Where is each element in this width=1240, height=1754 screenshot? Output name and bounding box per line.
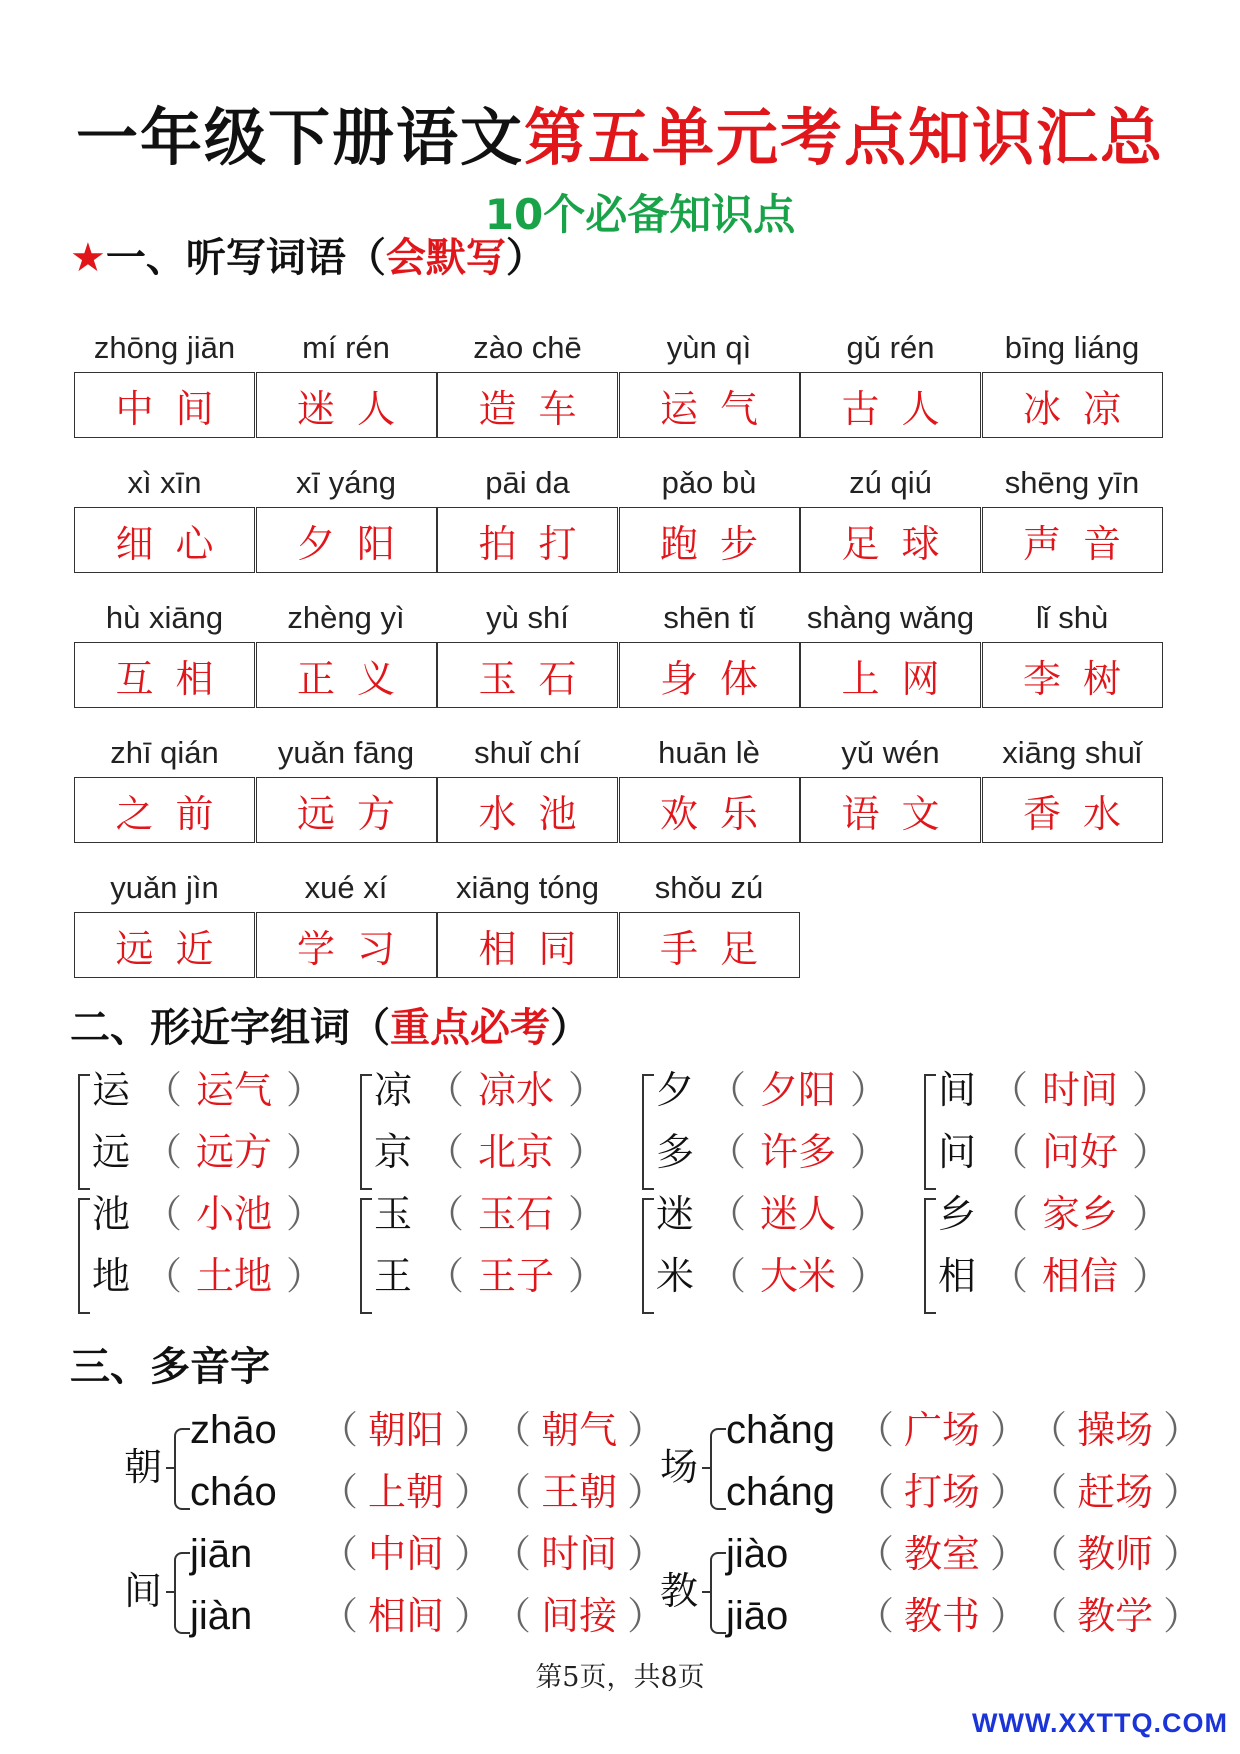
- pair-line: [92, 1184, 338, 1244]
- answer-word: 远方: [196, 1130, 273, 1174]
- close-paren: ）: [1163, 1470, 1202, 1514]
- polyphone-char: 教: [660, 1569, 699, 1613]
- open-paren: （: [856, 1532, 895, 1576]
- reading-pinyin: jiào: [726, 1532, 789, 1576]
- section-2-highlight: 重点必考: [390, 1005, 550, 1051]
- char: 多: [656, 1130, 695, 1174]
- word-box: 水池: [437, 777, 618, 843]
- char-pair: [638, 1184, 908, 1324]
- dictation-row: [74, 600, 1164, 735]
- answer-word: 操场: [1077, 1408, 1154, 1452]
- close-paren: ）: [1163, 1594, 1202, 1638]
- word-box: 欢乐: [619, 777, 800, 843]
- pair-line: [656, 1122, 902, 1182]
- bracket-icon: [360, 1074, 372, 1190]
- answer-word: 打场: [904, 1470, 981, 1514]
- word-box: 相同: [437, 912, 618, 978]
- answer-word: 教师: [1077, 1532, 1154, 1576]
- close-paren: ）: [1132, 1130, 1171, 1174]
- char: 京: [374, 1130, 413, 1174]
- pinyin-label: pǎo bù: [661, 465, 757, 500]
- answer-word: 家乡: [1042, 1192, 1119, 1236]
- open-paren: （: [1048, 1408, 1068, 1452]
- close-paren: ）: [850, 1254, 889, 1298]
- answer-word: 相信: [1042, 1254, 1119, 1298]
- close-paren: ）: [1163, 1532, 1202, 1576]
- word-box: 迷人: [256, 372, 437, 438]
- pair-line: [92, 1122, 338, 1182]
- bracket-icon: [78, 1198, 90, 1314]
- word-box: 细心: [74, 507, 255, 573]
- section-1-highlight: 会默写: [385, 235, 506, 281]
- char: 运: [92, 1068, 131, 1112]
- close-paren: ）: [850, 1192, 889, 1236]
- close-paren: ）: [454, 1594, 493, 1638]
- page-number: 第5页，共8页: [535, 1662, 705, 1693]
- reading-row: [190, 1582, 675, 1650]
- open-paren: （: [426, 1068, 465, 1112]
- pair-line: [938, 1246, 1184, 1306]
- reading-row: [726, 1458, 1211, 1526]
- close-paren: ）: [286, 1254, 325, 1298]
- answer-word: 夕阳: [760, 1068, 837, 1112]
- answer-word: 问好: [1042, 1130, 1119, 1174]
- open-paren: （: [990, 1068, 1029, 1112]
- reading-row: [190, 1520, 675, 1588]
- pinyin-label: shuǐ chí: [474, 735, 581, 770]
- pinyin-label: shǒu zú: [654, 870, 764, 905]
- open-paren: （: [426, 1130, 465, 1174]
- close-paren: ）: [627, 1594, 666, 1638]
- close-paren: ）: [990, 1470, 1029, 1514]
- reading-pinyin: cháng: [726, 1470, 835, 1514]
- answer-word: 土地: [196, 1254, 273, 1298]
- pair-line: [92, 1060, 338, 1120]
- answer-word: 小池: [196, 1192, 273, 1236]
- char: 乡: [938, 1192, 977, 1236]
- dictation-grid: [74, 330, 1164, 1005]
- pair-line: [374, 1060, 620, 1120]
- open-paren: （: [708, 1130, 747, 1174]
- reading-row: [190, 1458, 675, 1526]
- close-paren: ）: [286, 1192, 325, 1236]
- open-paren: （: [1048, 1470, 1068, 1514]
- polyphone-group: [660, 1400, 1220, 1540]
- close-paren: ）: [454, 1408, 493, 1452]
- pinyin-label: mí rén: [302, 330, 390, 365]
- open-paren: （: [990, 1254, 1029, 1298]
- pair-line: [656, 1246, 902, 1306]
- pinyin-label: zhī qián: [110, 735, 219, 770]
- section-3-heading: 三、多音字: [70, 1344, 270, 1390]
- open-paren: （: [144, 1254, 183, 1298]
- close-paren: ）: [286, 1068, 325, 1112]
- open-paren: （: [1048, 1594, 1068, 1638]
- section-2-title: 二、形近字组词（: [70, 1005, 390, 1051]
- word-box: 跑步: [619, 507, 800, 573]
- answer-word: 迷人: [760, 1192, 837, 1236]
- char: 凉: [374, 1068, 413, 1112]
- open-paren: （: [320, 1470, 359, 1514]
- open-paren: （: [856, 1470, 895, 1514]
- answer-word: 王朝: [541, 1470, 618, 1514]
- pinyin-label: lǐ shù: [1035, 600, 1109, 635]
- answer-word: 时间: [1042, 1068, 1119, 1112]
- pair-line: [656, 1060, 902, 1120]
- reading-pinyin: zhāo: [190, 1408, 277, 1452]
- char: 地: [92, 1254, 131, 1298]
- open-paren: （: [144, 1192, 183, 1236]
- answer-word: 大米: [760, 1254, 837, 1298]
- pair-line: [938, 1122, 1184, 1182]
- close-paren: ）: [286, 1130, 325, 1174]
- bracket-icon: [924, 1198, 936, 1314]
- word-box: 运气: [619, 372, 800, 438]
- close-paren: ）: [627, 1408, 666, 1452]
- close-paren: ）: [1132, 1254, 1171, 1298]
- dictation-row: [74, 870, 1164, 1005]
- pinyin-label: xué xí: [304, 870, 388, 905]
- reading-pinyin: jiàn: [190, 1594, 253, 1638]
- answer-word: 运气: [196, 1068, 273, 1112]
- answer-word: 时间: [541, 1532, 618, 1576]
- section-2-close: ）: [550, 1005, 590, 1051]
- open-paren: （: [990, 1130, 1029, 1174]
- pinyin-label: xī yáng: [296, 465, 396, 500]
- pair-line: [374, 1122, 620, 1182]
- pinyin-label: shàng wǎng: [806, 600, 975, 635]
- pinyin-label: yùn qì: [666, 330, 752, 365]
- close-paren: ）: [850, 1130, 889, 1174]
- char-pair: [356, 1184, 626, 1324]
- close-paren: ）: [990, 1408, 1029, 1452]
- reading-row: [726, 1396, 1211, 1464]
- pinyin-label: shēng yīn: [1004, 465, 1140, 500]
- answer-word: 朝阳: [368, 1408, 445, 1452]
- reading-row: [726, 1582, 1211, 1650]
- bracket-icon: [78, 1074, 90, 1190]
- reading-row: [190, 1396, 675, 1464]
- bracket-icon: [174, 1552, 190, 1634]
- reading-row: [726, 1520, 1211, 1588]
- char-pair: [356, 1060, 626, 1200]
- open-paren: （: [426, 1254, 465, 1298]
- char: 夕: [656, 1068, 695, 1112]
- answer-word: 教书: [904, 1594, 981, 1638]
- pinyin-label: shēn tǐ: [663, 600, 755, 635]
- answer-word: 玉石: [478, 1192, 555, 1236]
- polyphone-group: [124, 1524, 684, 1664]
- word-box: 声音: [982, 507, 1163, 573]
- close-paren: ）: [454, 1470, 493, 1514]
- section-1-close: ）: [505, 235, 546, 281]
- bracket-icon: [360, 1198, 372, 1314]
- open-paren: （: [512, 1594, 532, 1638]
- pinyin-label: xiāng tóng: [455, 870, 600, 905]
- open-paren: （: [708, 1192, 747, 1236]
- polyphone-group: [124, 1400, 684, 1540]
- open-paren: （: [1048, 1532, 1068, 1576]
- answer-word: 教室: [904, 1532, 981, 1576]
- dictation-row: [74, 735, 1164, 870]
- char-pair: [638, 1060, 908, 1200]
- pinyin-label: zào chē: [473, 330, 582, 365]
- char-pair: [74, 1184, 344, 1324]
- word-box: 中间: [74, 372, 255, 438]
- pair-line: [938, 1184, 1184, 1244]
- close-paren: ）: [990, 1532, 1029, 1576]
- reading-pinyin: jiān: [190, 1532, 253, 1576]
- bracket-icon: [710, 1552, 726, 1634]
- polyphone-char: 场: [660, 1445, 699, 1489]
- open-paren: （: [426, 1192, 465, 1236]
- polyphone-char: 朝: [124, 1445, 163, 1489]
- pinyin-label: bīng liáng: [1004, 330, 1140, 365]
- word-box: 夕阳: [256, 507, 437, 573]
- section-2-heading: [70, 996, 590, 1053]
- word-box: 足球: [800, 507, 981, 573]
- close-paren: ）: [568, 1192, 607, 1236]
- open-paren: （: [144, 1130, 183, 1174]
- bracket-icon: [710, 1428, 726, 1510]
- answer-word: 上朝: [368, 1470, 445, 1514]
- word-box: 造车: [437, 372, 618, 438]
- open-paren: （: [512, 1470, 532, 1514]
- pinyin-label: gǔ rén: [846, 330, 935, 365]
- char: 池: [92, 1192, 131, 1236]
- page-title: [0, 88, 1240, 177]
- answer-word: 王子: [478, 1254, 555, 1298]
- bracket-icon: [174, 1428, 190, 1510]
- pair-line: [92, 1246, 338, 1306]
- pinyin-label: pāi da: [485, 465, 570, 500]
- dictation-row: [74, 330, 1164, 465]
- bracket-icon: [642, 1198, 654, 1314]
- word-box: 远近: [74, 912, 255, 978]
- word-box: 玉石: [437, 642, 618, 708]
- bracket-icon: [642, 1074, 654, 1190]
- page-subtitle: 10个必备知识点: [484, 190, 796, 239]
- open-paren: （: [512, 1532, 532, 1576]
- pinyin-label: yù shí: [486, 600, 569, 635]
- char: 间: [938, 1068, 977, 1112]
- answer-word: 教学: [1077, 1594, 1154, 1638]
- section-1-title: 一、听写词语（: [105, 235, 386, 281]
- close-paren: ）: [1132, 1192, 1171, 1236]
- answer-word: 广场: [904, 1408, 981, 1452]
- pinyin-label: zhōng jiān: [93, 330, 236, 365]
- dictation-row: [74, 465, 1164, 600]
- close-paren: ）: [568, 1130, 607, 1174]
- reading-pinyin: cháo: [190, 1470, 277, 1514]
- pinyin-label: yuǎn fāng: [277, 735, 415, 770]
- reading-pinyin: chǎng: [726, 1408, 835, 1452]
- char: 迷: [656, 1192, 695, 1236]
- open-paren: （: [990, 1192, 1029, 1236]
- open-paren: （: [708, 1068, 747, 1112]
- word-box: 远方: [256, 777, 437, 843]
- pinyin-label: xì xīn: [127, 465, 202, 500]
- answer-word: 赶场: [1077, 1470, 1154, 1514]
- word-box: 香水: [982, 777, 1163, 843]
- word-box: 互相: [74, 642, 255, 708]
- close-paren: ）: [627, 1532, 666, 1576]
- pair-line: [374, 1184, 620, 1244]
- char: 相: [938, 1254, 977, 1298]
- char: 玉: [374, 1192, 413, 1236]
- char-pair: [74, 1060, 344, 1200]
- title-red-part: 第五单元考点知识汇总: [524, 101, 1165, 174]
- char: 米: [656, 1254, 695, 1298]
- char-pair: [920, 1060, 1190, 1200]
- open-paren: （: [512, 1408, 532, 1452]
- close-paren: ）: [454, 1532, 493, 1576]
- word-box: 古人: [800, 372, 981, 438]
- close-paren: ）: [568, 1068, 607, 1112]
- word-box: 学习: [256, 912, 437, 978]
- star-icon: ★: [70, 235, 106, 281]
- answer-word: 间接: [541, 1594, 618, 1638]
- word-box: 正义: [256, 642, 437, 708]
- word-box: 李树: [982, 642, 1163, 708]
- section-1-heading: [70, 226, 546, 283]
- open-paren: （: [320, 1408, 359, 1452]
- close-paren: ）: [990, 1594, 1029, 1638]
- word-box: 拍打: [437, 507, 618, 573]
- title-black-part: 一年级下册语文: [75, 101, 524, 174]
- answer-word: 中间: [368, 1532, 445, 1576]
- pinyin-label: hù xiāng: [105, 600, 224, 635]
- answer-word: 朝气: [541, 1408, 618, 1452]
- close-paren: ）: [1132, 1068, 1171, 1112]
- word-box: 上网: [800, 642, 981, 708]
- pair-line: [938, 1060, 1184, 1120]
- answer-word: 凉水: [478, 1068, 555, 1112]
- answer-word: 许多: [760, 1130, 837, 1174]
- open-paren: （: [708, 1254, 747, 1298]
- close-paren: ）: [1163, 1408, 1202, 1452]
- pinyin-label: huān lè: [658, 735, 760, 770]
- pinyin-label: zú qiú: [849, 465, 932, 500]
- pair-line: [656, 1184, 902, 1244]
- watermark-logo: WWW.XXTTQ.COM: [972, 1708, 1228, 1738]
- open-paren: （: [144, 1068, 183, 1112]
- pair-line: [374, 1246, 620, 1306]
- char-pair: [920, 1184, 1190, 1324]
- word-box: 冰凉: [982, 372, 1163, 438]
- answer-word: 北京: [478, 1130, 555, 1174]
- open-paren: （: [856, 1408, 895, 1452]
- pinyin-label: zhèng yì: [287, 600, 405, 635]
- pinyin-label: yǔ wén: [841, 735, 940, 770]
- close-paren: ）: [850, 1068, 889, 1112]
- char: 王: [374, 1254, 413, 1298]
- open-paren: （: [320, 1594, 359, 1638]
- polyphone-char: 间: [124, 1569, 163, 1613]
- polyphone-group: [660, 1524, 1220, 1664]
- word-box: 身体: [619, 642, 800, 708]
- open-paren: （: [856, 1594, 895, 1638]
- pinyin-label: xiāng shuǐ: [1002, 735, 1142, 770]
- bracket-icon: [924, 1074, 936, 1190]
- word-box: 之前: [74, 777, 255, 843]
- word-box: 语文: [800, 777, 981, 843]
- char: 问: [938, 1130, 977, 1174]
- open-paren: （: [320, 1532, 359, 1576]
- word-box: 手足: [619, 912, 800, 978]
- close-paren: ）: [568, 1254, 607, 1298]
- answer-word: 相间: [368, 1594, 445, 1638]
- reading-pinyin: jiāo: [726, 1594, 789, 1638]
- close-paren: ）: [627, 1470, 666, 1514]
- char: 远: [92, 1130, 131, 1174]
- pinyin-label: yuǎn jìn: [110, 870, 219, 905]
